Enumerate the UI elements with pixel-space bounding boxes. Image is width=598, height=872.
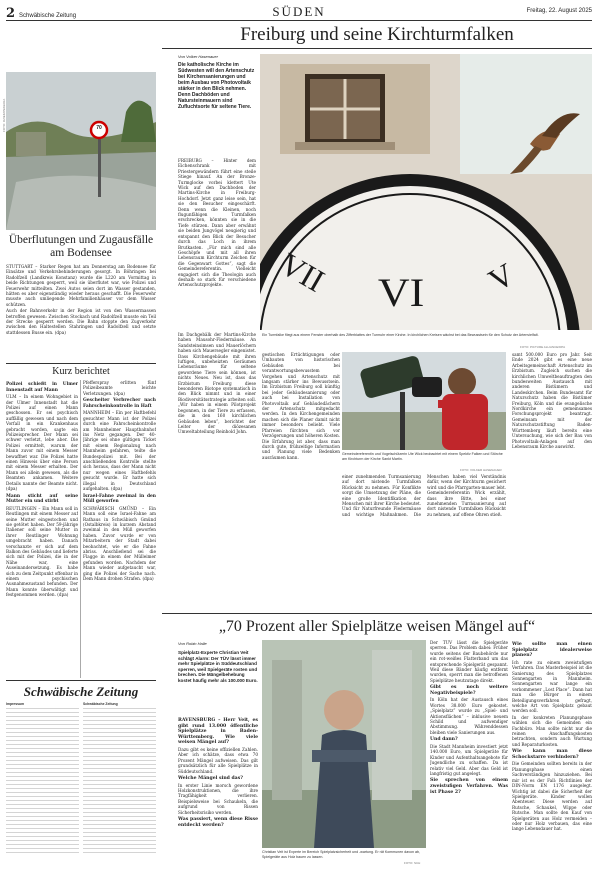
page-number: 2 Schwäbische Zeitung: [6, 6, 77, 21]
clock-numeral: V: [482, 255, 521, 299]
kirche-paragraph: samt 500.000 Euro pro Jahr. Seit Ende 2024 gibt es eine neue Arbeitsgemeinschaft Artenschutz im Erzbistum. Zugleich suchen die kirchlichen Umweltbeauftragten den bundesweiten Austausch mit anderen Bistümern und Landeskirchen. Beim Bundesamt für Naturschutz haben die Bistümer Freiburg, Köln und die evangelische Nordkirche ein gemeinsames Forschungsprojekt beantragt. Gemeinsam mit der Naturschutzstiftung Baden-Württemberg läuft bereits eine Untersuchung, wie sich der Bau von Photovoltaik-Anlagen auf den Lebensraum Kirche auswirkt.: [512, 352, 592, 449]
interview-question: Wie kann man diese Schockstarre verhindern?: [512, 749, 592, 760]
speed-sign-value: 70: [96, 125, 102, 131]
spiel-teaser: Spielplatz-Experte Christian Veit schlägt Alarm: Der TÜV lässt immer mehr Spielplätze in Süddeutschland sperren, weil Spielgeräte rosten und brechen. Die Mängelbehebung kostet häufig mehr als 100.000 Euro.: [178, 650, 258, 683]
flood-paragraph: STUTTGART – Starker Regen hat am Donnerstag am Bodensee für Einsätze und Verkehrsbehinderungen gesorgt. In Böhringen bei Radolfzell (Landkreis Konstanz) wurde die L220 am Vormittag in beide Richtungen gesperrt, weil sie überflutet war, wie Polizei und Feuerwehr mitteilten. Zwei Autos seien dort im Wasser gestanden, hätten es aber eigenständig wieder heraus geschafft. Die Feuerwehr musste auch umliegende Mehrfamilienhäuser vor dem Wasser schützen.: [6, 264, 156, 307]
newspaper-logo: Schwäbische Zeitung: [23, 684, 139, 699]
brief-text: REUTLINGEN – Ein Mann soll in Reutlingen mit einem Messer auf seine Mutter eingestochen und sie getötet haben. Der 59-jährige Italiener soll seine Mutter in ihrer Reutlinger Wohnung umgebracht haben. Danach verschanzte er sich auf dem Balkon des Gebäudes und lieferte sich mit der Polizei, die in der Nähe war, eine Auseinandersetzung. Es habe sich zu dem Zeitpunkt offenbar in einem psychischen Ausnahmezustand befunden. Der Mann konnte überwältigt und festgenommen werden. (dpa): [6, 505, 78, 598]
kirche-column-1: [178, 158, 256, 330]
interview-answer: In Köln hat der Austausch eines Wortes 38.000 Euro gekostet. „Spielplatz“ wurde zu „Spiel- und Aktionsflächen“ – inklusive neuem Schild und aufwendiger Abstimmung. Währenddessen bleiben viele Sanierungen aus.: [430, 697, 508, 735]
column-divider: [80, 380, 81, 678]
interview-question: Welche Mängel sind das?: [178, 776, 243, 781]
expert-portrait-photo: [262, 640, 426, 848]
interview-answer: Die Gemeinden sollten bereits in der Planungsphase einen Sachverständigen hinzuziehen. Bei mir ist es der Fall: Richtlinien der DIN-Norm EN 1176 ausgelegt. Wichtig ist dabei die Sicherheit der Spielgeräte. Kinder wollen Abenteuer. Diese werden auf Rutsche, Schaukel, Wippe oder Rutsche. Man sollte den Kauf von Spielgeräten aus Holz vermeiden – oder nur Holz verbauen, das eine lange Lebensdauer hat.: [512, 761, 592, 832]
falcon-photo-caption: Ein Turmfalke fliegt aus einem Fenster oberhalb des Zifferblattes der Turmuhr einer Kirche. In kirchlichen Kreisen wächst bei das Bewusstsein für den Schutz der Artenvielfalt.: [262, 333, 539, 337]
expert-illustration: [262, 640, 426, 848]
expert-photo-caption: Christian Veit ist Experte im Bereich Spielplatzsicherheit und -wartung. Er rät Kommunen davon ab, Spielgeräte aus Holz bauen zu lassen.: [262, 850, 421, 859]
section-divider: [6, 680, 156, 681]
spotting-scope-photo: [342, 352, 506, 450]
brief-text: MANNHEIM – Ein per Haftbefehl gesuchter Mann ist der Polizei durch eine Fahrscheinkontrolle am Mannheimer Hauptbahnhof ins Netz gegangen. Der 40-Jährige sei ohne gültigen Ticket mit einem Regionalzug nach Mannheim gefahren, teilte die Bundespolizei mit. Bei der anschließenden Kontrolle stellte sich heraus, dass der Mann nicht nur wegen eines Haftbefehls gesucht wurde. Er hatte sich illegal in Deutschland aufgehalten. (dpa): [83, 410, 156, 492]
interview-answer: Dazu gibt es keine offiziellen Zahlen. Aber ich schätze, dass etwa 70 Prozent Mängel aufweisen. Das gilt grundsätzlich für alle Spielplätze in Süddeutschland.: [178, 746, 258, 774]
kirche-column-5: [512, 352, 592, 610]
impressum-right-heading: Schwäbische Zeitung: [83, 702, 118, 706]
kirche-paragraph: FREIBURG – Hinter dem Eichenschrank mit Priestergewändern führt eine steile Stiege hinauf. An der Bronze-Turmglocke vorbei klettert Ute Wick auf den Dachboden der Martins-Kirche in Freiburg-Hochdorf. Jetzt ganz leise sein, hat sie den Besucher eingeschärft. Denn wenn die Kleinen, noch flugunfähigen Turmfalken erschrecken, könnten sie in die Tiefe stürzen. Dann aber erwähnt sie beiden Jungvögel neugierig und entspannt den Blick der Besucher durch das Loch in ihrem Brutkasten. „Für mich sind alle Geschöpfe und mit all ihren Lebensraum Kirchturm Zeichen für die Gegenwart Gottes“, sagt die Gemeindereferentin. Vielleicht engagiert sich die Theologin auch deshalb so stark für verschiedene Artenschutzprojekte.: [178, 158, 256, 288]
flood-photo-credit: FOTO: DZIEK/PEKERJA: [2, 98, 6, 132]
kirche-author: Von Volker Hasenauer: [178, 54, 218, 59]
section-divider: [162, 613, 592, 614]
interview-question: RAVENSBURG – Herr Veit, es gibt rund 13.000 öffentliche Spielplätze in Baden-Württemberg. Wie viele weisen Mängel auf?: [178, 718, 258, 746]
brief-text: ULM – In einem Wohngebiet in der Ulmer Innenstadt hat die Polizei auf einen Mann geschossen. Er sei psychisch auffällig gewesen und nach dem Vorfall in ein Krankenhaus gebracht worden, sagte ein Polizeisprecher. Der Mann sei schwer verletzt, lebe aber. Die Polizei ermittelt, warum der Mann zuvor mit einem Messer bewaffnet war. Die Polizei hatte einen Hinweis über eine Person mit einem Messer erhalten. Der Mann sei allein gewesen, als die Beamten ankamen. Weitere Details nannte der Beamte nicht. (dpa): [6, 394, 78, 492]
interview-question: Wie sollte man einen Spielplatz idealerweise planen?: [512, 642, 592, 659]
falcon-clock-photo: [260, 54, 592, 330]
brief-title: Israel-Fahne zweimal in den Müll geworfen: [83, 493, 156, 505]
interview-question: Gibt es noch weitere Negativbeispiele?: [430, 685, 508, 696]
brief-title: Gescheiter Verbrecher nach Fahrscheinkontrolle in Haft: [83, 398, 156, 409]
issue-date: Freitag, 22. August 2025: [526, 8, 592, 14]
interview-question: Sie sprechen von einem zweistufigen Verfahren. Was ist Phase 2?: [430, 778, 508, 795]
header-rule: [6, 20, 592, 21]
section-divider: [6, 363, 156, 364]
impressum-text-lines: [83, 706, 156, 856]
clock-numeral: VI: [377, 270, 425, 315]
spiel-column-2: [430, 640, 508, 866]
brief-text: SCHWÄBISCH GMÜND – Ein Mann soll eine Israel-Fahne am Rathaus in Schwäbisch Gmünd (Ostalbkreis) in kurzem Abstand zweimal in den Müll geworfen haben. Zuvor wurde er von Mitarbeitern der Stadt dabei beobachtet, wie er die Fahne abriss. Anschließend sei die Flagge in einem der Mülleimer gefunden worden. Nachdem der Mann wieder aufgetaucht war, ging die Polizei der Sache nach. Dem Mann drohen Strafen. (dpa): [83, 505, 156, 581]
scope-photo-credit: FOTO: VOLKER HASENAUER: [460, 468, 502, 472]
spiel-column-3: [512, 640, 592, 866]
scope-photo-caption: Gemeindereferentin und Vogelschützerin Ute Wick beobachtet mit einem Spektiv Falken und Störche am Kirchturm der Kirche Sankt Martin.: [342, 452, 503, 461]
flood-scene-illustration: [6, 72, 156, 230]
kirche-paragraph: Im Dachgebälk der Martins-Kirche haben Mausohr-Fledermäuse. An Sandsteinsimsen und Mauerlöchern haben sich Mauersegler eingenistet. Dass Kirchengebäude mit ihren luftigen, unbeheizten Geräumen Lebensräume für seltene gewordene Tiere sein können, ist nichts Neues. Neu ist, dass das Erzbistum Freiburg diese besonderen Biotope systematisch in den Blick nimmt und in einer Biodiversitätsstrategie arbeiten soll. „Wir haben in einem Pilotprojekt begonnen, in der Tiere zu erfassen, die in den 160 kirchlichen Gebäuden leben“, berichtet der Leiter der diözesanen Umweltabteilung Reinhold John.: [178, 332, 256, 435]
interview-answer: Der TÜV lässt die Spielgeräte sperren. Das Problem dabei: Früher wurde seitens der Baubehörde nur ein rot-weißes Flatterband um das entsprechende Spielgerät gespannt. Weil diese Bänder häufig entfernt wurden, sperrt man die betroffenen Spielplätze heutzutage direkt.: [430, 640, 508, 683]
interview-answer: Ich rate zu einem zweistufigen Verfahren. Das Masterbeispiel ist die Sanierung des Spielplatzes Sonnengarten in Mannheim. Sonnengarten war lange ein verkommener „Lost Place“. Dann hat man die Bürger in einem Beteiligungsverfahren gefragt, welche Art von Spielplatz gebaut werden soll.: [512, 659, 592, 714]
kirche-teaser: Die katholische Kirche im Südwesten will den Artenschutz bei Kirchensanierungen und beim Ausbau von Photovoltaik stärker in den Blick nehmen. Denn Dachböden und Natursteinmauern sind Zufluchtsorte für seltene Tiere.: [178, 62, 255, 110]
kirche-column-3: [262, 352, 340, 610]
spiel-headline: „70 Prozent aller Spielplätze weisen Mängel auf“: [218, 618, 536, 635]
brief-title: Mann sticht auf seine Mutter ein und stirbt: [6, 493, 78, 505]
brief-title: Polizei schießt in Ulmer Innenstadt auf Mann: [6, 382, 78, 393]
interview-answer: In der konkreten Planungsphase wählen sich die Gemeinden ein Fachbüro. Man sollte nicht nur die reinen Anschaffungskosten betrachten, sondern auch Wartung und Reparaturkosten.: [512, 714, 592, 747]
impressum-left-heading: Impressum: [6, 702, 25, 706]
woman-with-scope-illustration: [342, 352, 506, 450]
headline-rule: [162, 48, 592, 49]
expert-photo-credit: FOTO: SCH: [404, 861, 421, 865]
flood-photo: [6, 72, 156, 230]
spiel-author: Von Robin Halle: [178, 641, 207, 646]
interview-question: Und dann?: [430, 737, 458, 743]
section-title: SÜDEN: [272, 4, 326, 19]
kirche-paragraph: einer zunehmenden Turmsanierung auf dort nistende Turmfalken Rücksicht zu nehmen. Für Konflikte sorgt die Umsetzung der Pläne, die eine große Identifikation der Menschen mit ihrer Kirche bedeutet. Und für Naturfreunde Fledermäuse und wichtige Maßnahmen. Die Menschen haben viel Verständnis dafür, wenn der Kirchturm gesichert wird und die Pfarrgarten-mauer lebt. Gemeindereferentin Wick erzählt, dass ihre Bitte, bei einer zunehmenden Turmsanierung auf dort nistende Turmfalken Rücksicht zu nehmen, auf offene Ohren stieß.: [342, 474, 506, 517]
falcon-photo-credit: FOTO: PICTURE ALLIANCE/DPA: [520, 345, 566, 349]
kirche-column-2: [178, 332, 256, 610]
flood-paragraph: Auch der Bahnverkehr in der Region ist von den Wassermassen betroffen gewesen: Zwischen Stockach und Radolfzell musste ein Teil der Strecke gesperrt werden. Die Bahn stoppte den Zugverkehr zwischen den Haltestellen Stahringen und Radolfzell und setzte stattdessen Busse ein. (dpa): [6, 308, 156, 335]
spiel-column-1: [178, 716, 258, 866]
kurz-column-right: Pfefferspray erlitten fünf Polizeibeamte leichte Verletzungen. (dpa) Gescheiter Verbrecher nach Fahrscheinkontrolle in Haft MANNHEIM – Ein per Haftbefehl gesuchter Mann ist der Polizei durch eine Fahrscheinkontrolle am Mannheimer Hauptbahnhof ins Netz gegangen. Der 40-Jährige sei ohne gültigen Ticket mit einem Regionalzug nach Mannheim gefahren, teilte die Bundespolizei mit. Bei der anschließenden Kontrolle stellte sich heraus, dass der Mann nicht nur wegen eines Haftbefehls gesucht wurde. Er hatte sich illegal in Deutschland aufgehalten. (dpa) Israel-Fahne zweimal in den Müll geworfen SCHWÄBISCH GMÜND – Ein Mann soll eine Israel-Fahne am Rathaus in Schwäbisch Gmünd (Ostalbkreis) in kurzem Abstand zweimal in den Müll geworfen haben. Zuvor wurde er von Mitarbeitern der Stadt dabei beobachtet, wie er die Fahne abriss. Anschließend sei die Flagge in einem der Mülleimer gefunden worden. Nachdem der Mann wieder aufgetaucht war, ging die Polizei der Sache nach. Dem Mann drohen Strafen. (dpa): [83, 380, 156, 581]
clock-numeral: VII: [274, 245, 331, 299]
kirche-column-4: [342, 474, 506, 610]
paper-name: Schwäbische Zeitung: [19, 13, 77, 19]
interview-answer: Die Stadt Mannheim investiert jetzt 140.000 Euro, um Spielgeräte für Kinder und Aufenthaltsangebote für Jugendliche zu schaffen. Da ist relativ viel Geld. Aber das Geld ist langfristig gut angelegt.: [430, 743, 508, 776]
interview-answer: In erster Linie morsch gewordene Holzkonstruktionen, die ihre Tragfähigkeit verlieren. Beispielsweise bei Schaukeln, die aufgrund von Rissen Sicherheitsrisiko werden.: [178, 782, 258, 815]
impressum-text-lines: [6, 706, 79, 856]
kirche-headline: Freiburg und seine Kirchturmfalken: [240, 24, 514, 45]
impressum-block: [6, 702, 156, 867]
kirche-paragraph: gestischen Ertüchtigungen oder Umbauten von historischen Gebäuden bei verantwortungsbewusstem Vorgehen und Artenschutz mit langsam stärker ins Bewusstsein. Im Erzbistum Freiburg soll künftig bei jeder Gebäudesanierung oder auch bei Installation von Photovoltaik auf Gebäudedächern der Artenschutz mitgedacht werden. In den Kirchengemeinden machen sich die Planer damit nicht immer besonders beliebt. Viele Pfarreien fürchten sich vor Verzögerungen und höheren Kosten. Die Erfahrung ist aber, dass man durch gute, frühzeitige Information und Planung viele Bedenken ausräumen kann.: [262, 352, 340, 460]
flood-article-body: [6, 264, 156, 360]
kurz-column-left: [6, 380, 78, 678]
interview-question: Was passiert, wenn diese Risse entdeckt werden?: [178, 817, 258, 828]
kurz-berichtet-title: Kurz berichtet: [52, 366, 110, 377]
flood-headline: Überflutungen und Zugausfälle am Bodensee: [8, 234, 154, 259]
